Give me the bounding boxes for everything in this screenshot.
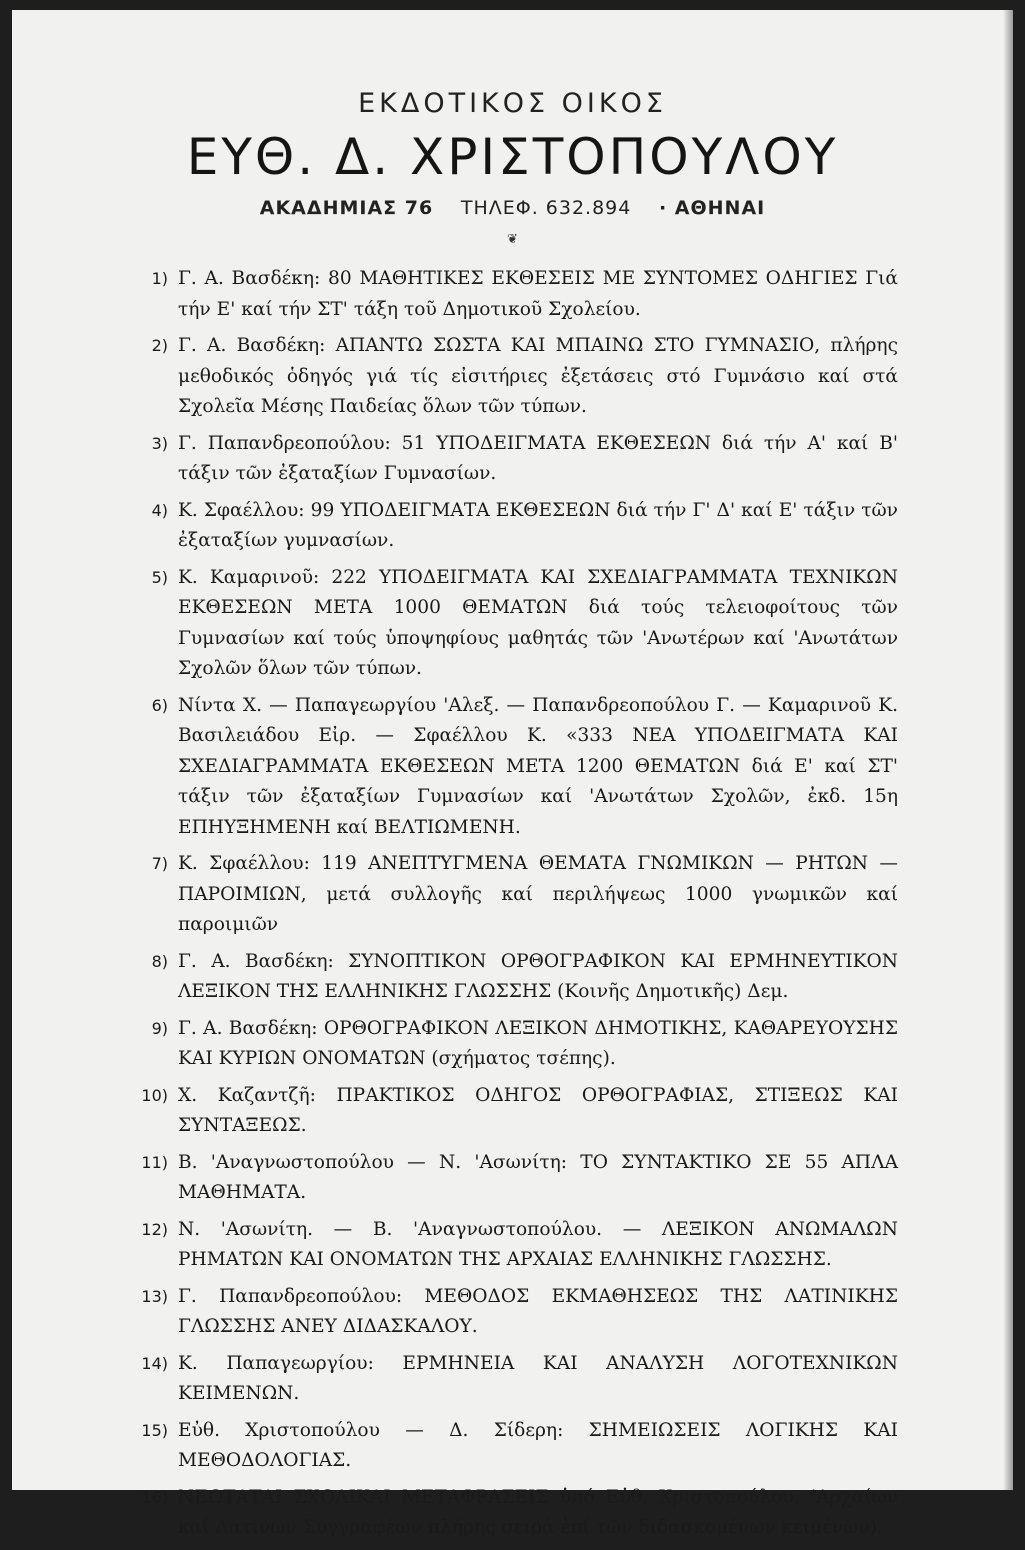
publisher-name: ΕΥΘ. Δ. ΧΡΙΣΤΟΠΟΥΛΟΥ xyxy=(186,128,839,186)
phone-number: ΤΗΛΕΦ. 632.894 xyxy=(460,197,632,219)
list-item-number: 10) xyxy=(141,1085,168,1105)
list-item-number: 11) xyxy=(141,1152,168,1172)
list-item-text: Γ. Παπανδρεοπούλου: ΜΕΘΟΔΟΣ ΕΚΜΑΘΗΣΕΩΣ ΤΗΣ ΛΑΤΙΝΙΚΗΣ ΓΛΩΣΣΗΣ ΑΝΕΥ ΔΙΔΑΣΚΑΛΟΥ. xyxy=(178,1285,898,1337)
list-item xyxy=(120,947,898,1008)
list-item xyxy=(120,1148,898,1209)
list-item-text: Κ. Σφαέλλου: 119 ΑΝΕΠΤΥΓΜΕΝΑ ΘΕΜΑΤΑ ΓΝΩΜΙΚΩΝ — ΡΗΤΩΝ — ΠΑΡΟΙΜΙΩΝ, μετά συλλογῆς καί περιλήψεως 1000 γνωμικῶν καί παροιμιῶν xyxy=(178,853,898,935)
list-item xyxy=(120,563,898,685)
list-item-text: Β. 'Αναγνωστοπούλου — Ν. 'Ασωνίτη: ΤΟ ΣΥΝΤΑΚΤΙΚΟ ΣΕ 55 ΑΠΛΑ ΜΑΘΗΜΑΤΑ. xyxy=(178,1151,898,1203)
list-item xyxy=(120,1215,898,1276)
list-item-number: 3) xyxy=(151,433,168,453)
list-item xyxy=(120,264,898,325)
list-item-number: 8) xyxy=(151,951,168,971)
list-item-number: 9) xyxy=(151,1018,168,1038)
list-item-number: 15) xyxy=(141,1420,168,1440)
list-item xyxy=(120,1483,898,1544)
list-item xyxy=(120,691,898,844)
list-item-number: 2) xyxy=(151,336,168,355)
list-item-text: Νίντα Χ. — Παπαγεωργίου 'Αλεξ. — Παπανδρεοπούλου Γ. — Καμαρινοῦ Κ. Βασιλειάδου Εἰρ. — Σφαέλλου Κ. «333 ΝΕΑ ΥΠΟΔΕΙΓΜΑΤΑ ΚΑΙ ΣΧΕΔΙΑΓΡΑΜΜΑΤΑ ΕΚΘΕΣΕΩΝ ΜΕΤΑ 1200 ΘΕΜΑΤΩΝ διά Ε' καί ΣΤ' τάξιν τῶν ἐξαταξίων Γυμνασίων καί 'Ανωτάτων Σχολῶν, ἐκδ. 15η ΕΠΗΥΞΗΜΕΝΗ καί ΒΕΛΤΙΩΜΕΝΗ. xyxy=(178,694,898,838)
list-item-number: 5) xyxy=(151,567,168,587)
book-list xyxy=(120,264,898,1550)
list-item xyxy=(120,496,898,557)
ornament-icon: ❦ xyxy=(507,232,518,247)
list-item xyxy=(120,1282,898,1343)
list-item-number: 7) xyxy=(151,854,168,873)
list-item-text: Εὐθ. Χριστοπούλου — Δ. Σίδερη: ΣΗΜΕΙΩΣΕΙΣ ΛΟΓΙΚΗΣ ΚΑΙ ΜΕΘΟΔΟΛΟΓΙΑΣ. xyxy=(178,1419,898,1471)
publisher-label: ΕΚΔΟΤΙΚΟΣ ΟΙΚΟΣ xyxy=(358,88,667,119)
street-address: ΑΚΑΔΗΜΙΑΣ 76 xyxy=(259,197,434,219)
list-item-text: Ν. 'Ασωνίτη. — Β. 'Αναγνωστοπούλου. — ΛΕΞΙΚΟΝ ΑΝΩΜΑΛΩΝ ΡΗΜΑΤΩΝ ΚΑΙ ΟΝΟΜΑΤΩΝ ΤΗΣ ΑΡΧΑΙΑΣ ΕΛΛΗΝΙΚΗΣ ΓΛΩΣΣΗΣ. xyxy=(178,1218,898,1270)
list-item-number: 14) xyxy=(141,1353,168,1373)
list-item-number: 16) xyxy=(141,1487,168,1507)
list-item xyxy=(120,849,898,941)
list-item-number: 4) xyxy=(151,500,168,520)
list-item xyxy=(120,429,898,490)
list-item xyxy=(120,1081,898,1142)
list-item-text: Γ. Α. Βασδέκη: ΟΡΘΟΓΡΑΦΙΚΟΝ ΛΕΞΙΚΟΝ ΔΗΜΟΤΙΚΗΣ, ΚΑΘΑΡΕΥΟΥΣΗΣ ΚΑΙ ΚΥΡΙΩΝ ΟΝΟΜΑΤΩΝ (σχήματος τσέπης). xyxy=(178,1017,898,1069)
list-item-text: Γ. Παπανδρεοπούλου: 51 ΥΠΟΔΕΙΓΜΑΤΑ ΕΚΘΕΣΕΩΝ διά τήν Α' καί Β' τάξιν τῶν ἐξαταξίων Γυμνασίων. xyxy=(178,432,898,484)
list-item-text: Γ. Α. Βασδέκη: ΑΠΑΝΤΩ ΣΩΣΤΑ ΚΑΙ ΜΠΑΙΝΩ ΣΤΟ ΓΥΜΝΑΣΙΟ, πλήρης μεθοδικός ὁδηγός γιά τίς εἰσιτήριες ἐξετάσεις στό Γυμνάσιο καί στά Σχολεῖα Μέσης Παιδείας ὅλων τῶν τύπων. xyxy=(178,335,898,417)
list-item-text: Γ. Α. Βασδέκη: ΣΥΝΟΠΤΙΚΟΝ ΟΡΘΟΓΡΑΦΙΚΟΝ ΚΑΙ ΕΡΜΗΝΕΥΤΙΚΟΝ ΛΕΞΙΚΟΝ ΤΗΣ ΕΛΛΗΝΙΚΗΣ ΓΛΩΣΣΗΣ (Κοινῆς Δημοτικῆς) Δεμ. xyxy=(178,950,898,1002)
list-item-number: 12) xyxy=(141,1219,168,1239)
list-item-text: Κ. Σφαέλλου: 99 ΥΠΟΔΕΙΓΜΑΤΑ ΕΚΘΕΣΕΩΝ διά τήν Γ' Δ' καί Ε' τάξιν τῶν ἐξαταξίων γυμνασίων. xyxy=(178,499,898,551)
list-item xyxy=(120,1014,898,1075)
list-item-number: 6) xyxy=(151,695,168,715)
list-item-text: Κ. Καμαρινοῦ: 222 ΥΠΟΔΕΙΓΜΑΤΑ ΚΑΙ ΣΧΕΔΙΑΓΡΑΜΜΑΤΑ ΤΕΧΝΙΚΩΝ ΕΚΘΕΣΕΩΝ ΜΕΤΑ 1000 ΘΕΜΑΤΩΝ διά τούς τελειοφοίτους τῶν Γυμνασίων καί τούς ὑποψηφίους μαθητάς τῶν 'Ανωτέρων καί 'Ανωτάτων Σχολῶν ὅλων τῶν τύπων. xyxy=(178,566,898,679)
list-item-text: Κ. Παπαγεωργίου: ΕΡΜΗΝΕΙΑ ΚΑΙ ΑΝΑΛΥΣΗ ΛΟΓΟΤΕΧΝΙΚΩΝ ΚΕΙΜΕΝΩΝ. xyxy=(178,1352,898,1404)
list-item-text: Γ. Α. Βασδέκη: 80 ΜΑΘΗΤΙΚΕΣ ΕΚΘΕΣΕΙΣ ΜΕ ΣΥΝΤΟΜΕΣ ΟΔΗΓΙΕΣ Γιά τήν Ε' καί τήν ΣΤ' τάξη τοῦ Δημοτικοῦ Σχολείου. xyxy=(178,268,898,320)
list-item-number: 13) xyxy=(141,1286,168,1306)
publisher-address xyxy=(12,197,1013,219)
list-item-text: Χ. Καζαντζῆ: ΠΡΑΚΤΙΚΟΣ ΟΔΗΓΟΣ ΟΡΘΟΓΡΑΦΙΑΣ, ΣΤΙΞΕΩΣ ΚΑΙ ΣΥΝΤΑΞΕΩΣ. xyxy=(178,1084,898,1136)
city-name: · ΑΘΗΝΑΙ xyxy=(658,197,766,219)
list-item-number: 1) xyxy=(151,269,168,288)
catalog-page xyxy=(12,10,1013,1538)
list-item xyxy=(120,331,898,423)
list-item-text: ΝΕΩΤΑΤΑΙ ΣΧΟΛΙΚΑΙ ΜΕΤΑΦΡΑΣΕΙΣ ὑπό Εὐθ. Χριστοπούλου. 'Αρχαίων καί Λατίνων Συγγραφέων πλήρης σειρά ἐπί τῶν διδασκομένων κειμένων). xyxy=(178,1486,898,1538)
list-item xyxy=(120,1416,898,1477)
list-item xyxy=(120,1349,898,1410)
